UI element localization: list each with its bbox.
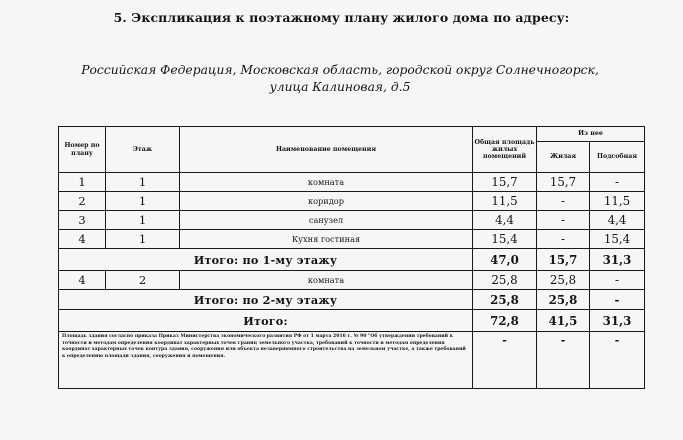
- row-room-name: комната: [180, 271, 473, 290]
- note-aux-area: -: [590, 332, 645, 389]
- header-total-area: Общая площадь жилых помещений: [473, 127, 537, 173]
- row-living-area: -: [537, 211, 590, 230]
- row-total-area: 15,7: [473, 173, 537, 192]
- grand-total-area: 72,8: [473, 310, 537, 332]
- table-row: [59, 211, 645, 230]
- header-room-name: Наименование помещения: [180, 127, 473, 173]
- table-row: [59, 192, 645, 211]
- note-row: [59, 332, 645, 389]
- row-total-area: 4,4: [473, 211, 537, 230]
- grand-total-living-area: 41,5: [537, 310, 590, 332]
- row-aux-area: 11,5: [590, 192, 645, 211]
- header-living: Жилая: [537, 142, 590, 173]
- table-row: [59, 173, 645, 192]
- property-address: Российская Федерация, Московская область, городской округ Солнечногорск, улица Калиновая, д.5: [81, 63, 599, 94]
- row-total-area: 15,4: [473, 230, 537, 249]
- row-total-area: 11,5: [473, 192, 537, 211]
- row-living-area: 25,8: [537, 271, 590, 290]
- row-living-area: -: [537, 192, 590, 211]
- row-aux-area: -: [590, 271, 645, 290]
- row-number: 1: [59, 173, 106, 192]
- row-total-area: 25,8: [473, 271, 537, 290]
- floor1-total-label: Итого: по 1-му этажу: [59, 249, 473, 271]
- floor2-aux-area: -: [590, 290, 645, 310]
- row-floor: 1: [106, 173, 180, 192]
- floor1-aux-area: 31,3: [590, 249, 645, 271]
- floor1-total-row: [59, 249, 645, 271]
- row-room-name: коридор: [180, 192, 473, 211]
- row-floor: 1: [106, 230, 180, 249]
- floor1-total-area: 47,0: [473, 249, 537, 271]
- grand-total-label: Итого:: [59, 310, 473, 332]
- row-room-name: санузел: [180, 211, 473, 230]
- grand-total-aux-area: 31,3: [590, 310, 645, 332]
- row-living-area: 15,7: [537, 173, 590, 192]
- row-living-area: -: [537, 230, 590, 249]
- header-auxiliary: Подсобная: [590, 142, 645, 173]
- header-floor: Этаж: [106, 127, 180, 173]
- row-room-name: комната: [180, 173, 473, 192]
- header-number: Номер по плану: [59, 127, 106, 173]
- row-aux-area: 15,4: [590, 230, 645, 249]
- row-aux-area: 4,4: [590, 211, 645, 230]
- note-living-area: -: [537, 332, 590, 389]
- floor2-total-row: [59, 290, 645, 310]
- grand-total-row: [59, 310, 645, 332]
- row-number: 3: [59, 211, 106, 230]
- row-floor: 1: [106, 192, 180, 211]
- row-floor: 2: [106, 271, 180, 290]
- row-number: 2: [59, 192, 106, 211]
- floor2-living-area: 25,8: [537, 290, 590, 310]
- header-of-which: Из нее: [537, 127, 645, 142]
- row-aux-area: -: [590, 173, 645, 192]
- row-floor: 1: [106, 211, 180, 230]
- table-row: [59, 271, 645, 290]
- floor1-living-area: 15,7: [537, 249, 590, 271]
- floor2-total-area: 25,8: [473, 290, 537, 310]
- table-row: [59, 230, 645, 249]
- note-total-area: -: [473, 332, 537, 389]
- document-title: 5. Экспликация к поэтажному плану жилого дома по адресу:: [113, 10, 570, 25]
- floor2-total-label: Итого: по 2-му этажу: [59, 290, 473, 310]
- explication-table: [58, 126, 645, 389]
- area-note: Площадь здания согласно приказа Приказ Министерства экономического развития РФ от 1 марта 2016 г. № 90 "Об утверждении требований к точности и методам определения координат характерных точек границ земельного участка, требований к точности и методам определения координат характерных точек контура здания, сооружения или объекта незавершенного строительства на земельном участке, а также требований к определению площади здания, сооружения и помещения.: [59, 332, 473, 389]
- row-number: 4: [59, 230, 106, 249]
- row-room-name: Кухня гостиная: [180, 230, 473, 249]
- row-number: 4: [59, 271, 106, 290]
